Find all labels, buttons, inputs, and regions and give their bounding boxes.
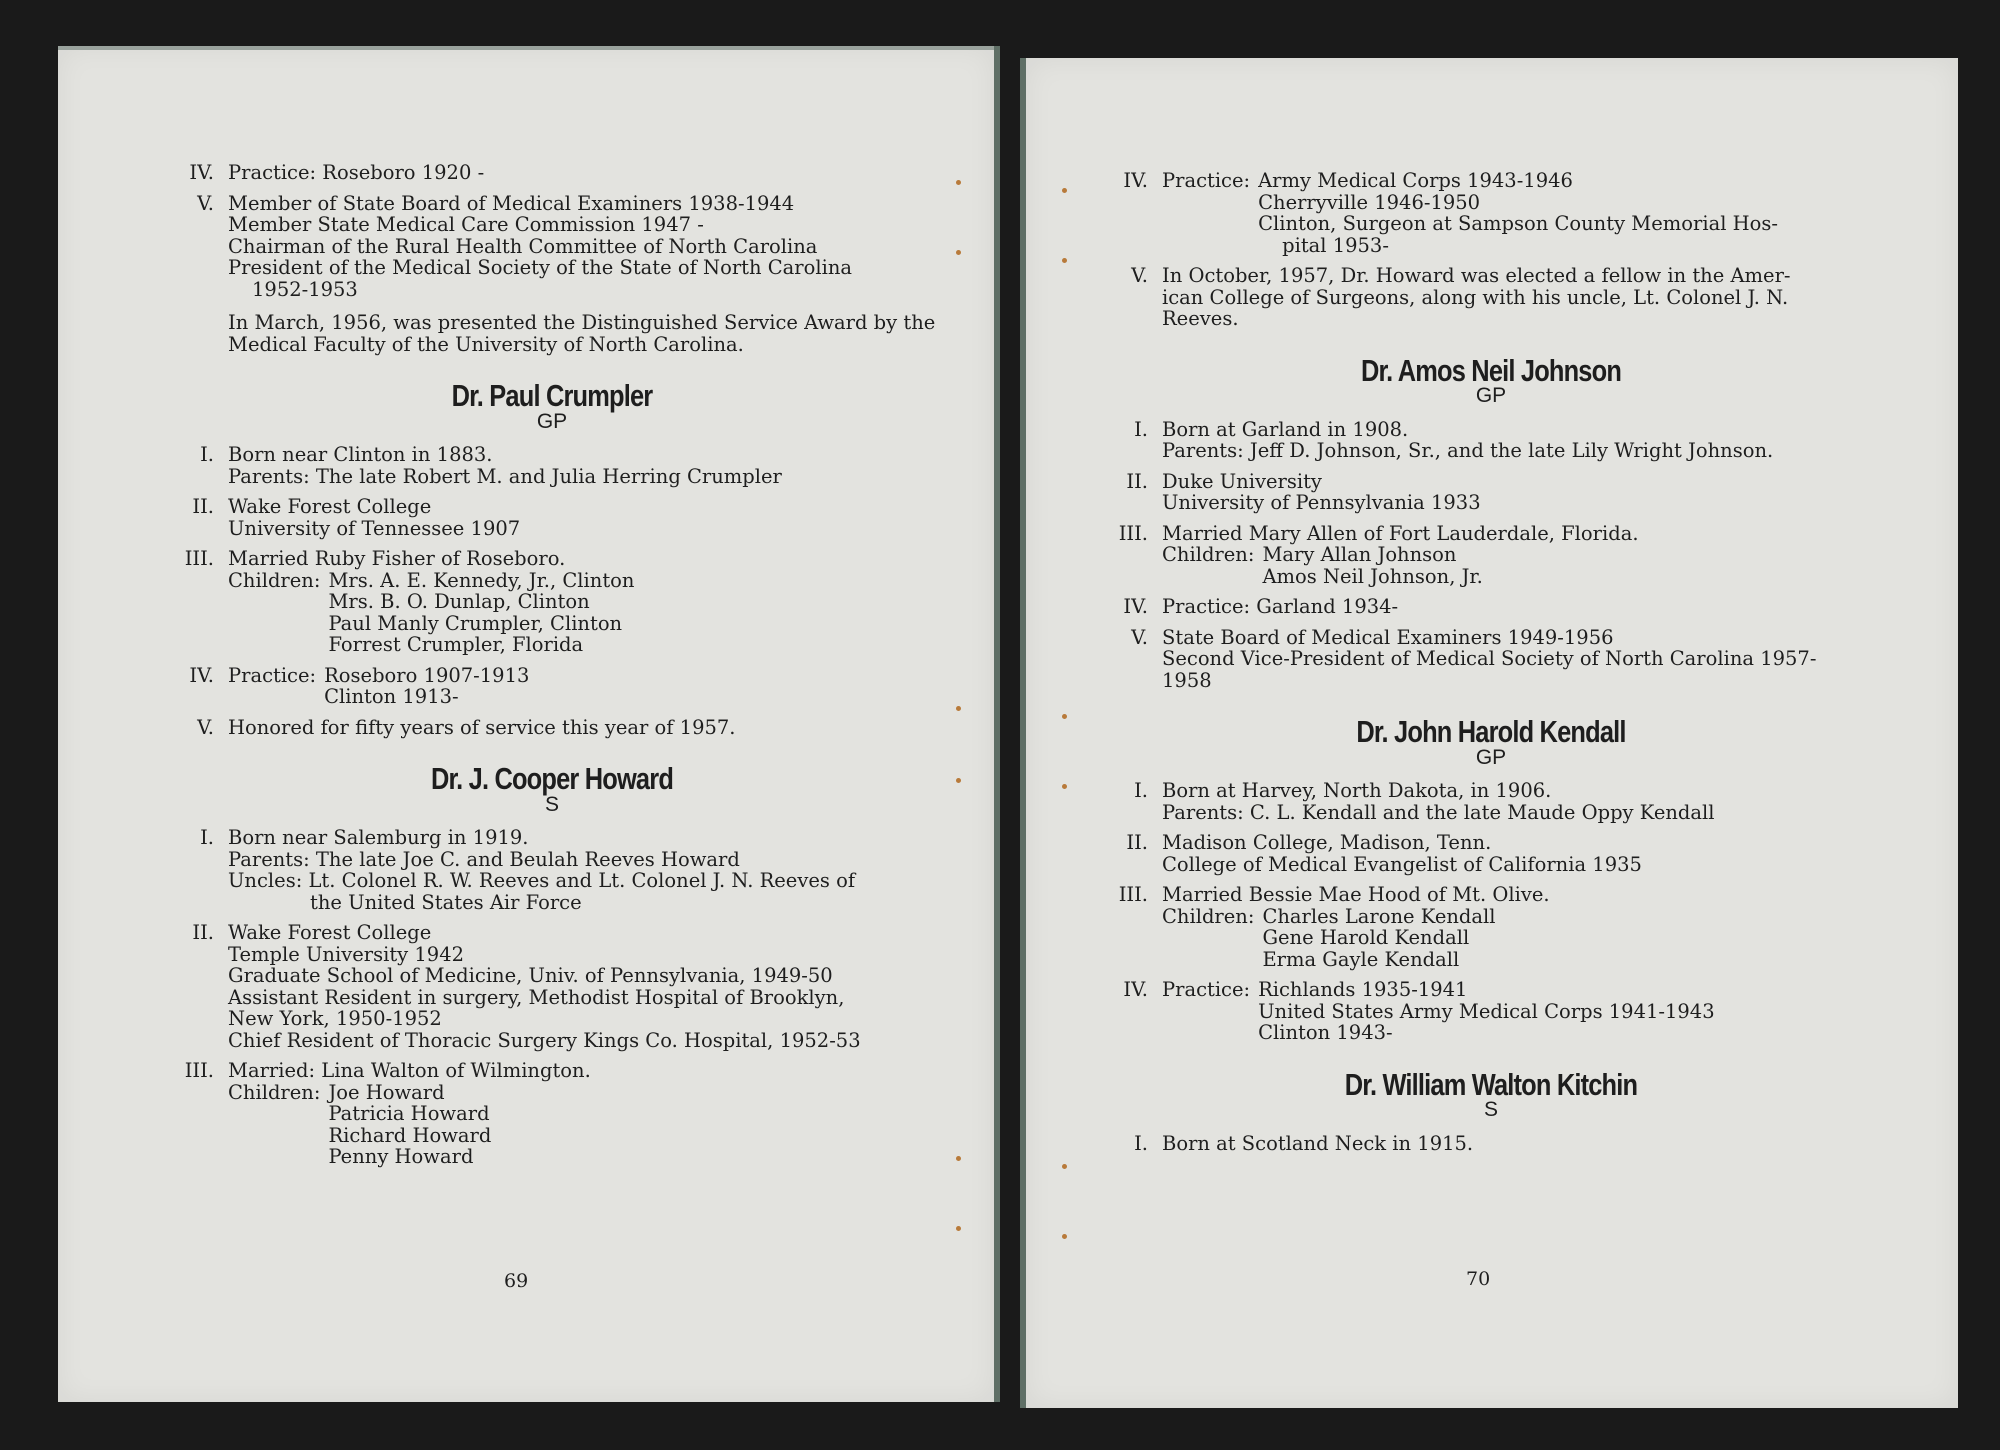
roman-numeral: II. — [192, 921, 214, 944]
roman-numeral: I. — [200, 826, 214, 849]
entry-line: ican College of Surgeons, along with his uncle, Lt. Colonel J. N. — [1162, 285, 1789, 309]
roman-numeral: IV. — [189, 161, 214, 184]
entry-line: Married: Lina Walton of Wilmington. — [228, 1059, 591, 1082]
specialty-label: S — [544, 792, 559, 816]
child-name: Mrs. B. O. Dunlap, Clinton — [328, 590, 590, 613]
practice-label: Practice: — [1162, 978, 1251, 1001]
practice-item: United States Army Medical Corps 1941-1943 — [1258, 999, 1715, 1023]
staple-hole — [1062, 714, 1067, 719]
roman-numeral: V. — [197, 715, 214, 739]
entry-line: Wake Forest College — [228, 495, 432, 518]
specialty-label: GP — [1475, 384, 1507, 407]
children-list — [228, 570, 942, 656]
entry-iv — [1096, 596, 1886, 618]
entry-line: Temple University 1942 — [228, 942, 465, 966]
roman-numeral: III. — [184, 547, 214, 570]
entry-line: Madison College, Madison, Tenn. — [1162, 831, 1492, 854]
child-name: Richard Howard — [328, 1123, 492, 1147]
entry-line: Born at Garland in 1908. — [1162, 417, 1409, 441]
children-label: Children: — [1162, 904, 1255, 928]
right-page-content — [1096, 170, 1886, 1163]
roman-numeral: III. — [184, 1059, 214, 1082]
left-page-content — [162, 162, 942, 1177]
roman-numeral: I. — [1134, 779, 1148, 802]
doctor-name-heading: Dr. J. Cooper Howard — [430, 761, 674, 796]
doctor-name-heading: Dr. Amos Neil Johnson — [1360, 352, 1622, 388]
entry-iv — [1096, 979, 1886, 1044]
roman-numeral: III. — [1118, 521, 1148, 545]
entry-i — [162, 827, 942, 913]
practice-label: Practice: — [228, 663, 317, 687]
entry-line: State Board of Medical Examiners 1949-1956 — [1162, 625, 1614, 649]
entry-i — [1096, 419, 1886, 462]
roman-numeral: IV. — [1123, 595, 1148, 618]
right-page — [1020, 58, 1958, 1408]
practice-item: pital 1953- — [1282, 233, 1389, 257]
entry-line: Chairman of the Rural Health Committee of North Carolina — [228, 234, 818, 258]
roman-numeral: I. — [1134, 1131, 1148, 1155]
entry-line: New York, 1950-1952 — [228, 1007, 442, 1030]
roman-numeral: III. — [1118, 883, 1148, 906]
roman-numeral: I. — [1134, 417, 1148, 441]
children-label: Children: — [1162, 543, 1255, 566]
entry-line: In October, 1957, Dr. Howard was elected a fellow in the Amer- — [1162, 264, 1791, 287]
entry-v — [1096, 627, 1886, 692]
entry-line: Assistant Resident in surgery, Methodist Hospital of Brooklyn, — [228, 985, 845, 1009]
roman-numeral: I. — [200, 443, 214, 466]
child-name: Joe Howard — [328, 1080, 445, 1104]
practice-item: Roseboro 1907-1913 — [324, 663, 530, 687]
staple-hole — [956, 706, 961, 711]
entry-line: the United States Air Force — [310, 890, 582, 914]
practice-list — [228, 665, 942, 708]
entry-v — [162, 193, 942, 301]
staple-hole — [1062, 1164, 1067, 1169]
entry-line: Born near Clinton in 1883. — [228, 443, 493, 466]
entry-iv — [162, 162, 942, 184]
practice-list — [1162, 170, 1886, 256]
entry-line: Practice: Roseboro 1920 - — [228, 161, 485, 184]
entry-v — [162, 717, 942, 739]
left-page — [58, 46, 1000, 1402]
entry-i — [162, 444, 942, 487]
entry-ii — [1096, 832, 1886, 875]
children-list — [228, 1082, 942, 1168]
child-name: Forrest Crumpler, Florida — [328, 633, 584, 656]
entry-line: Married Bessie Mae Hood of Mt. Olive. — [1162, 883, 1550, 906]
staple-hole — [1062, 1234, 1067, 1239]
children-label: Children: — [228, 568, 321, 592]
page-edge — [58, 46, 994, 50]
staple-hole — [956, 778, 961, 783]
children-list — [1162, 906, 1886, 971]
entry-line: Duke University — [1162, 469, 1322, 493]
entry-iii — [1096, 884, 1886, 970]
doctor-name-heading: Dr. William Walton Kitchin — [1344, 1066, 1638, 1102]
specialty-label: GP — [536, 409, 568, 433]
entry-line: University of Pennsylvania 1933 — [1162, 491, 1481, 514]
entry-line: College of Medical Evangelist of California 1935 — [1162, 852, 1642, 876]
entry-line: Parents: The late Robert M. and Julia Herring Crumpler — [228, 464, 782, 488]
staple-hole — [956, 180, 961, 185]
award-paragraph: In March, 1956, was presented the Distinguished Service Award by the Medical Faculty of the University of North Carolina. — [228, 311, 936, 356]
entry-line: Parents: The late Joe C. and Beulah Reeves Howard — [228, 847, 740, 871]
roman-numeral: II. — [192, 495, 214, 518]
roman-numeral: IV. — [1123, 169, 1148, 192]
entry-line: Born at Harvey, North Dakota, in 1906. — [1162, 779, 1552, 802]
entry-line: Born at Scotland Neck in 1915. — [1162, 1131, 1474, 1155]
child-name: Mrs. A. E. Kennedy, Jr., Clinton — [328, 568, 635, 592]
entry-iv — [162, 665, 942, 708]
practice-list — [1162, 979, 1886, 1044]
child-name: Penny Howard — [328, 1145, 474, 1168]
roman-numeral: II. — [1126, 831, 1148, 854]
practice-item: Army Medical Corps 1943-1946 — [1258, 169, 1573, 192]
practice-label: Practice: — [1162, 169, 1251, 192]
entry-line: Married Mary Allen of Fort Lauderdale, Florida. — [1162, 521, 1639, 545]
entry-line: President of the Medical Society of the State of North Carolina — [228, 256, 853, 279]
roman-numeral: V. — [1131, 625, 1148, 649]
entry-line: Chief Resident of Thoracic Surgery Kings Co. Hospital, 1952-53 — [228, 1028, 861, 1052]
practice-item: Clinton 1913- — [324, 685, 459, 708]
staple-hole — [1062, 784, 1067, 789]
entry-iii — [162, 548, 942, 656]
specialty-label: S — [1483, 1098, 1498, 1121]
staple-hole — [1062, 258, 1067, 263]
entry-line: Graduate School of Medicine, Univ. of Pennsylvania, 1949-50 — [228, 964, 833, 987]
entry-i — [1096, 1133, 1886, 1155]
entry-ii — [1096, 471, 1886, 514]
practice-item: Cherryville 1946-1950 — [1258, 190, 1481, 214]
practice-item: Clinton, Surgeon at Sampson County Memorial Hos- — [1258, 212, 1778, 235]
staple-hole — [956, 1226, 961, 1231]
roman-numeral: V. — [197, 191, 214, 215]
entry-line: University of Tennessee 1907 — [228, 516, 521, 540]
practice-item: Clinton 1943- — [1258, 1021, 1393, 1044]
child-name: Mary Allan Johnson — [1262, 543, 1457, 566]
entry-line: Practice: Garland 1934- — [1162, 595, 1399, 618]
child-name: Charles Larone Kendall — [1262, 904, 1496, 928]
page-number: 70 — [1466, 1268, 1491, 1290]
entry-line: Parents: Jeff D. Johnson, Sr., and the late Lily Wright Johnson. — [1162, 439, 1774, 462]
entry-line: Uncles: Lt. Colonel R. W. Reeves and Lt. Colonel J. N. Reeves of — [228, 869, 856, 892]
roman-numeral: V. — [1131, 264, 1148, 287]
doctor-name-heading: Dr. John Harold Kendall — [1356, 714, 1626, 749]
entry-iii — [1096, 523, 1886, 588]
entry-line: Honored for fifty years of service this year of 1957. — [228, 715, 736, 739]
child-name: Paul Manly Crumpler, Clinton — [328, 611, 623, 635]
practice-item: Richlands 1935-1941 — [1258, 978, 1468, 1001]
child-name: Gene Harold Kendall — [1262, 926, 1470, 949]
child-name: Amos Neil Johnson, Jr. — [1262, 564, 1483, 588]
roman-numeral: IV. — [1123, 978, 1148, 1001]
entry-line: Member of State Board of Medical Examiners 1938-1944 — [228, 191, 795, 215]
staple-hole — [956, 1156, 961, 1161]
roman-numeral: II. — [1126, 469, 1148, 493]
page-number: 69 — [504, 1270, 529, 1292]
entry-line: Married Ruby Fisher of Roseboro. — [228, 547, 566, 570]
entry-line: Second Vice-President of Medical Society of North Carolina 1957- — [1162, 647, 1817, 670]
entry-ii — [162, 496, 942, 539]
specialty-label: GP — [1475, 745, 1507, 769]
staple-hole — [1062, 188, 1067, 193]
entry-ii — [162, 922, 942, 1051]
entry-iii — [162, 1060, 942, 1168]
doctor-name-heading: Dr. Paul Crumpler — [451, 378, 653, 413]
entry-v — [1096, 265, 1886, 330]
child-name: Patricia Howard — [328, 1102, 490, 1125]
staple-hole — [956, 250, 961, 255]
entry-i — [1096, 780, 1886, 823]
entry-line: Member State Medical Care Commission 1947 - — [228, 213, 704, 236]
roman-numeral: IV. — [189, 663, 214, 687]
entry-line: Parents: C. L. Kendall and the late Maude Oppy Kendall — [1162, 800, 1715, 824]
entry-line: 1958 — [1162, 668, 1212, 692]
entry-line: 1952-1953 — [252, 277, 358, 301]
child-name: Erma Gayle Kendall — [1262, 947, 1460, 971]
entry-line: Wake Forest College — [228, 921, 432, 944]
children-list — [1162, 544, 1886, 587]
entry-line: Born near Salemburg in 1919. — [228, 826, 529, 849]
entry-iv — [1096, 170, 1886, 256]
children-label: Children: — [228, 1080, 321, 1104]
entry-line: Reeves. — [1162, 307, 1239, 330]
